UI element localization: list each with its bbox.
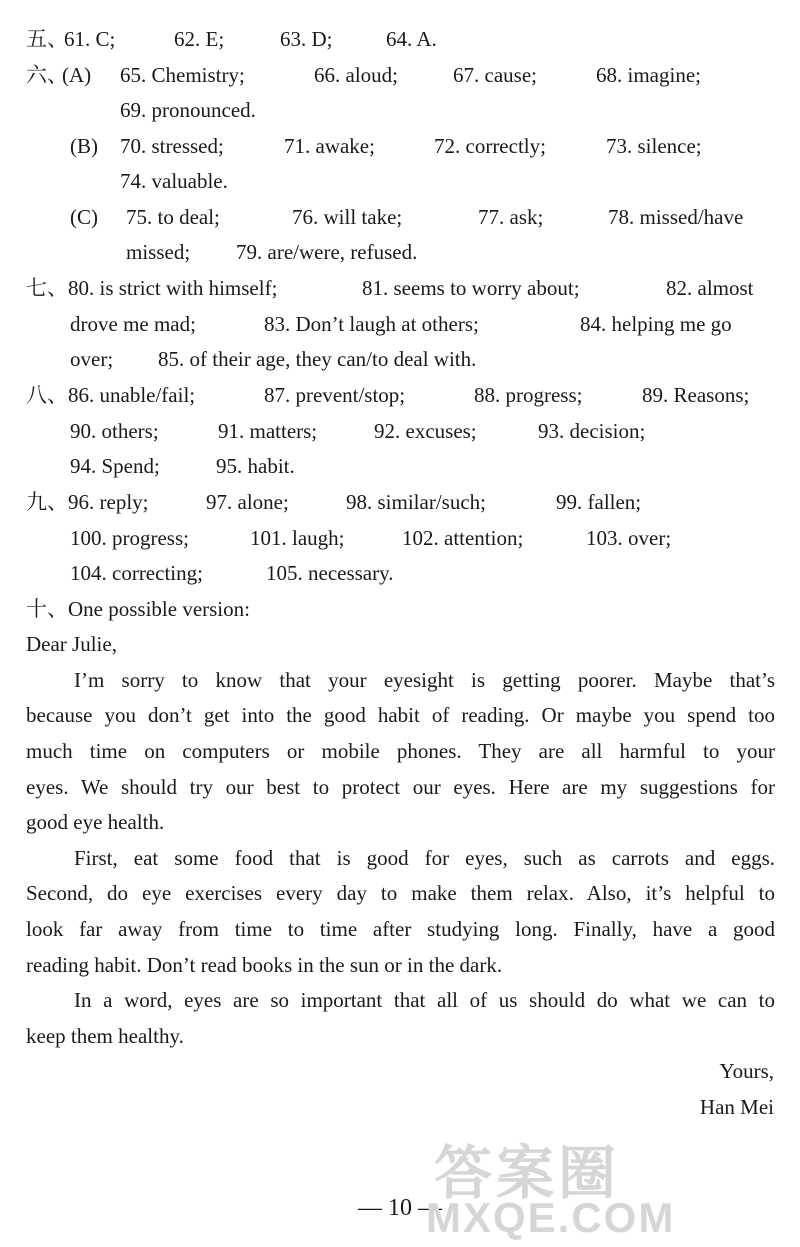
answer-99: 99. fallen;	[556, 490, 642, 514]
answer-84: 84. helping me go	[580, 312, 732, 336]
answer-100: 100. progress;	[70, 526, 189, 550]
answer-68: 68. imagine;	[596, 63, 701, 87]
answer-96: 96. reply;	[68, 490, 149, 514]
answer-78-cont: missed;	[126, 240, 191, 264]
answer-90: 90. others;	[70, 419, 159, 443]
section-5-label: 五、	[26, 27, 68, 51]
paragraph-1-line-1: I’m sorry to know that your eyesight is getting poorer. Maybe that’s	[74, 668, 775, 692]
answer-85: 85. of their age, they can/to deal with.	[158, 347, 477, 371]
answer-89: 89. Reasons;	[642, 383, 750, 407]
paragraph-2-line-3: look far away from time to time after studying long. Finally, have a good	[26, 917, 775, 941]
answer-82-cont: drove me mad;	[70, 312, 196, 336]
answer-103: 103. over;	[586, 526, 672, 550]
answer-69: 69. pronounced.	[120, 98, 256, 122]
answer-80: 80. is strict with himself;	[68, 276, 278, 300]
answer-79: 79. are/were, refused.	[236, 240, 418, 264]
paragraph-2-line-2: Second, do eye exercises every day to make them relax. Also, it’s helpful to	[26, 881, 775, 905]
section-10-title: One possible version:	[68, 597, 250, 621]
answer-97: 97. alone;	[206, 490, 289, 514]
paragraph-1-line-5: good eye health.	[26, 810, 165, 834]
answer-70: 70. stressed;	[120, 134, 224, 158]
answer-83: 83. Don’t laugh at others;	[264, 312, 479, 336]
answer-76: 76. will take;	[292, 205, 403, 229]
paragraph-2-line-4: reading habit. Don’t read books in the sun or in the dark.	[26, 953, 503, 977]
paragraph-2-line-1: First, eat some food that is good for eyes, such as carrots and eggs.	[74, 846, 775, 870]
paragraph-1-line-3: much time on computers or mobile phones. They are all harmful to your	[26, 739, 775, 763]
answer-66: 66. aloud;	[314, 63, 398, 87]
answer-64: 64. A.	[386, 27, 437, 51]
answer-92: 92. excuses;	[374, 419, 477, 443]
answer-71: 71. awake;	[284, 134, 375, 158]
paragraph-3-line-2: keep them healthy.	[26, 1024, 184, 1048]
answer-82: 82. almost	[666, 276, 754, 300]
answer-61: 61. C;	[64, 27, 116, 51]
section-7-label: 七、	[26, 276, 68, 300]
answer-78: 78. missed/have	[608, 205, 744, 229]
answer-73: 73. silence;	[606, 134, 702, 158]
section-6-label: 六、	[26, 63, 68, 87]
paragraph-1-line-2: because you don’t get into the good habit of reading. Or maybe you spend too	[26, 703, 775, 727]
watermark-chinese: 答案圈	[434, 1141, 621, 1206]
answer-63: 63. D;	[280, 27, 333, 51]
page-number: — 10 —	[358, 1195, 442, 1221]
letter-signature: Han Mei	[699, 1095, 774, 1119]
section-9-label: 九、	[26, 490, 68, 514]
answer-104: 104. correcting;	[70, 561, 203, 585]
answer-84-cont: over;	[70, 347, 114, 371]
letter-closing: Yours,	[719, 1059, 774, 1083]
answer-81: 81. seems to worry about;	[362, 276, 580, 300]
part-c-label: (C)	[70, 205, 98, 229]
answer-95: 95. habit.	[216, 454, 295, 478]
part-b-label: (B)	[70, 134, 98, 158]
paragraph-1-line-4: eyes. We should try our best to protect our eyes. Here are my suggestions for	[26, 775, 775, 799]
answer-65: 65. Chemistry;	[120, 63, 245, 87]
answer-72: 72. correctly;	[434, 134, 546, 158]
answer-87: 87. prevent/stop;	[264, 383, 406, 407]
answer-86: 86. unable/fail;	[68, 383, 196, 407]
answer-77: 77. ask;	[478, 205, 544, 229]
answer-98: 98. similar/such;	[346, 490, 486, 514]
section-8-label: 八、	[26, 383, 68, 407]
paragraph-3-line-1: In a word, eyes are so important that all of us should do what we can to	[74, 988, 775, 1012]
answer-91: 91. matters;	[218, 419, 318, 443]
answer-75: 75. to deal;	[126, 205, 220, 229]
answer-62: 62. E;	[174, 27, 225, 51]
answer-105: 105. necessary.	[266, 561, 394, 585]
section-10-label: 十、	[26, 597, 68, 621]
answer-88: 88. progress;	[474, 383, 583, 407]
part-a-label: (A)	[62, 63, 92, 87]
letter-salutation: Dear Julie,	[26, 632, 117, 656]
answer-102: 102. attention;	[402, 526, 524, 550]
answer-101: 101. laugh;	[250, 526, 345, 550]
answer-74: 74. valuable.	[120, 169, 228, 193]
answer-93: 93. decision;	[538, 419, 646, 443]
answer-94: 94. Spend;	[70, 454, 160, 478]
watermark-domain: MXQE.COM	[426, 1194, 676, 1241]
watermark	[416, 1122, 782, 1244]
answer-67: 67. cause;	[453, 63, 537, 87]
